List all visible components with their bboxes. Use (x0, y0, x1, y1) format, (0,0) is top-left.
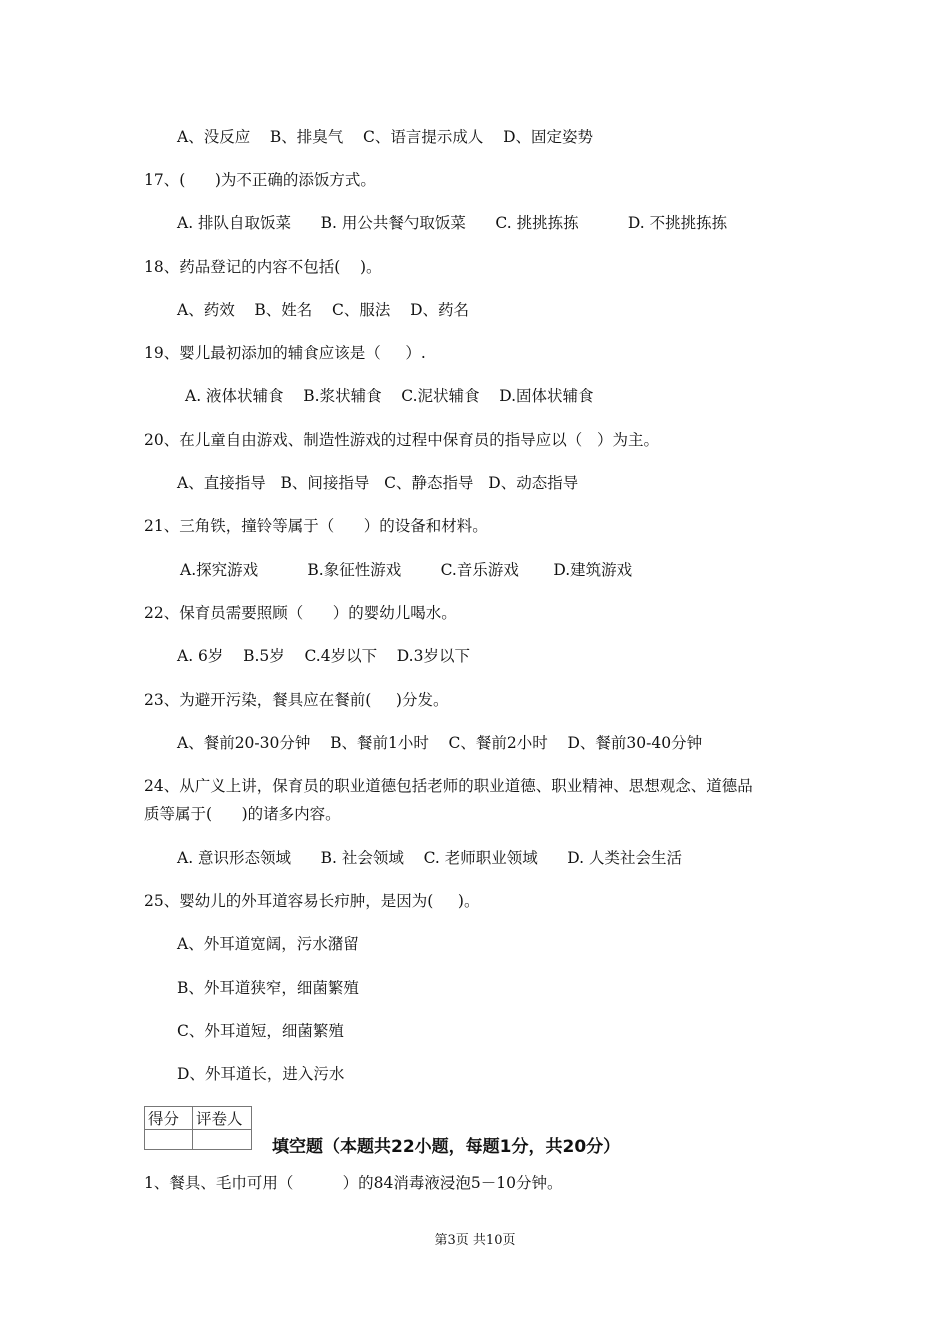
score-box (144, 1106, 252, 1150)
q19-options: A. 液体状辅食 B.浆状辅食 C.泥状辅食 D.固体状辅食 (185, 387, 594, 405)
question-24-line2: 质等属于( )的诸多内容。 (144, 805, 341, 823)
q25-option-b: B、外耳道狭窄，细菌繁殖 (177, 979, 359, 997)
q21-options: A.探究游戏 B.象征性游戏 C.音乐游戏 D.建筑游戏 (180, 561, 633, 579)
q16-options: A、没反应 B、排臭气 C、语言提示成人 D、固定姿势 (177, 128, 593, 146)
page-footer: 第3页 共10页 (434, 1233, 516, 1248)
question-22: 22、保育员需要照顾（ ）的婴幼儿喝水。 (144, 604, 457, 622)
section-title: 填空题（本题共22小题，每题1分，共20分） (272, 1137, 621, 1157)
q17-options: A. 排队自取饭菜 B. 用公共餐勺取饭菜 C. 挑挑拣拣 D. 不挑挑拣拣 (177, 214, 728, 232)
question-21: 21、三角铁，撞铃等属于（ ）的设备和材料。 (144, 517, 488, 535)
q23-options: A、餐前20-30分钟 B、餐前1小时 C、餐前2小时 D、餐前30-40分钟 (177, 734, 703, 752)
question-20: 20、在儿童自由游戏、制造性游戏的过程中保育员的指导应以（ ）为主。 (144, 431, 660, 449)
score-cell (145, 1130, 193, 1150)
q24-options: A. 意识形态领域 B. 社会领域 C. 老师职业领域 D. 人类社会生活 (177, 849, 683, 867)
grader-cell (193, 1130, 252, 1150)
question-17: 17、( )为不正确的添饭方式。 (144, 171, 376, 189)
q22-options: A. 6岁 B.5岁 C.4岁以下 D.3岁以下 (177, 647, 470, 665)
q20-options: A、直接指导 B、间接指导 C、静态指导 D、动态指导 (177, 474, 579, 492)
q25-option-d: D、外耳道长，进入污水 (177, 1065, 345, 1083)
question-23: 23、为避开污染，餐具应在餐前( )分发。 (144, 691, 449, 709)
grader-label: 评卷人 (193, 1107, 252, 1130)
q25-option-c: C、外耳道短，细菌繁殖 (177, 1022, 344, 1040)
fill-question-1: 1、餐具、毛巾可用（ ）的84消毒液浸泡5－10分钟。 (144, 1174, 563, 1192)
q18-options: A、药效 B、姓名 C、服法 D、药名 (177, 301, 469, 319)
question-18: 18、药品登记的内容不包括( )。 (144, 258, 382, 276)
q25-option-a: A、外耳道宽阔，污水潴留 (177, 935, 359, 953)
question-19: 19、婴儿最初添加的辅食应该是（ ）. (144, 344, 426, 362)
score-label: 得分 (145, 1107, 193, 1130)
question-25: 25、婴幼儿的外耳道容易长疖肿，是因为( )。 (144, 892, 480, 910)
question-24-line1: 24、从广义上讲，保育员的职业道德包括老师的职业道德、职业精神、思想观念、道德品 (144, 777, 753, 795)
